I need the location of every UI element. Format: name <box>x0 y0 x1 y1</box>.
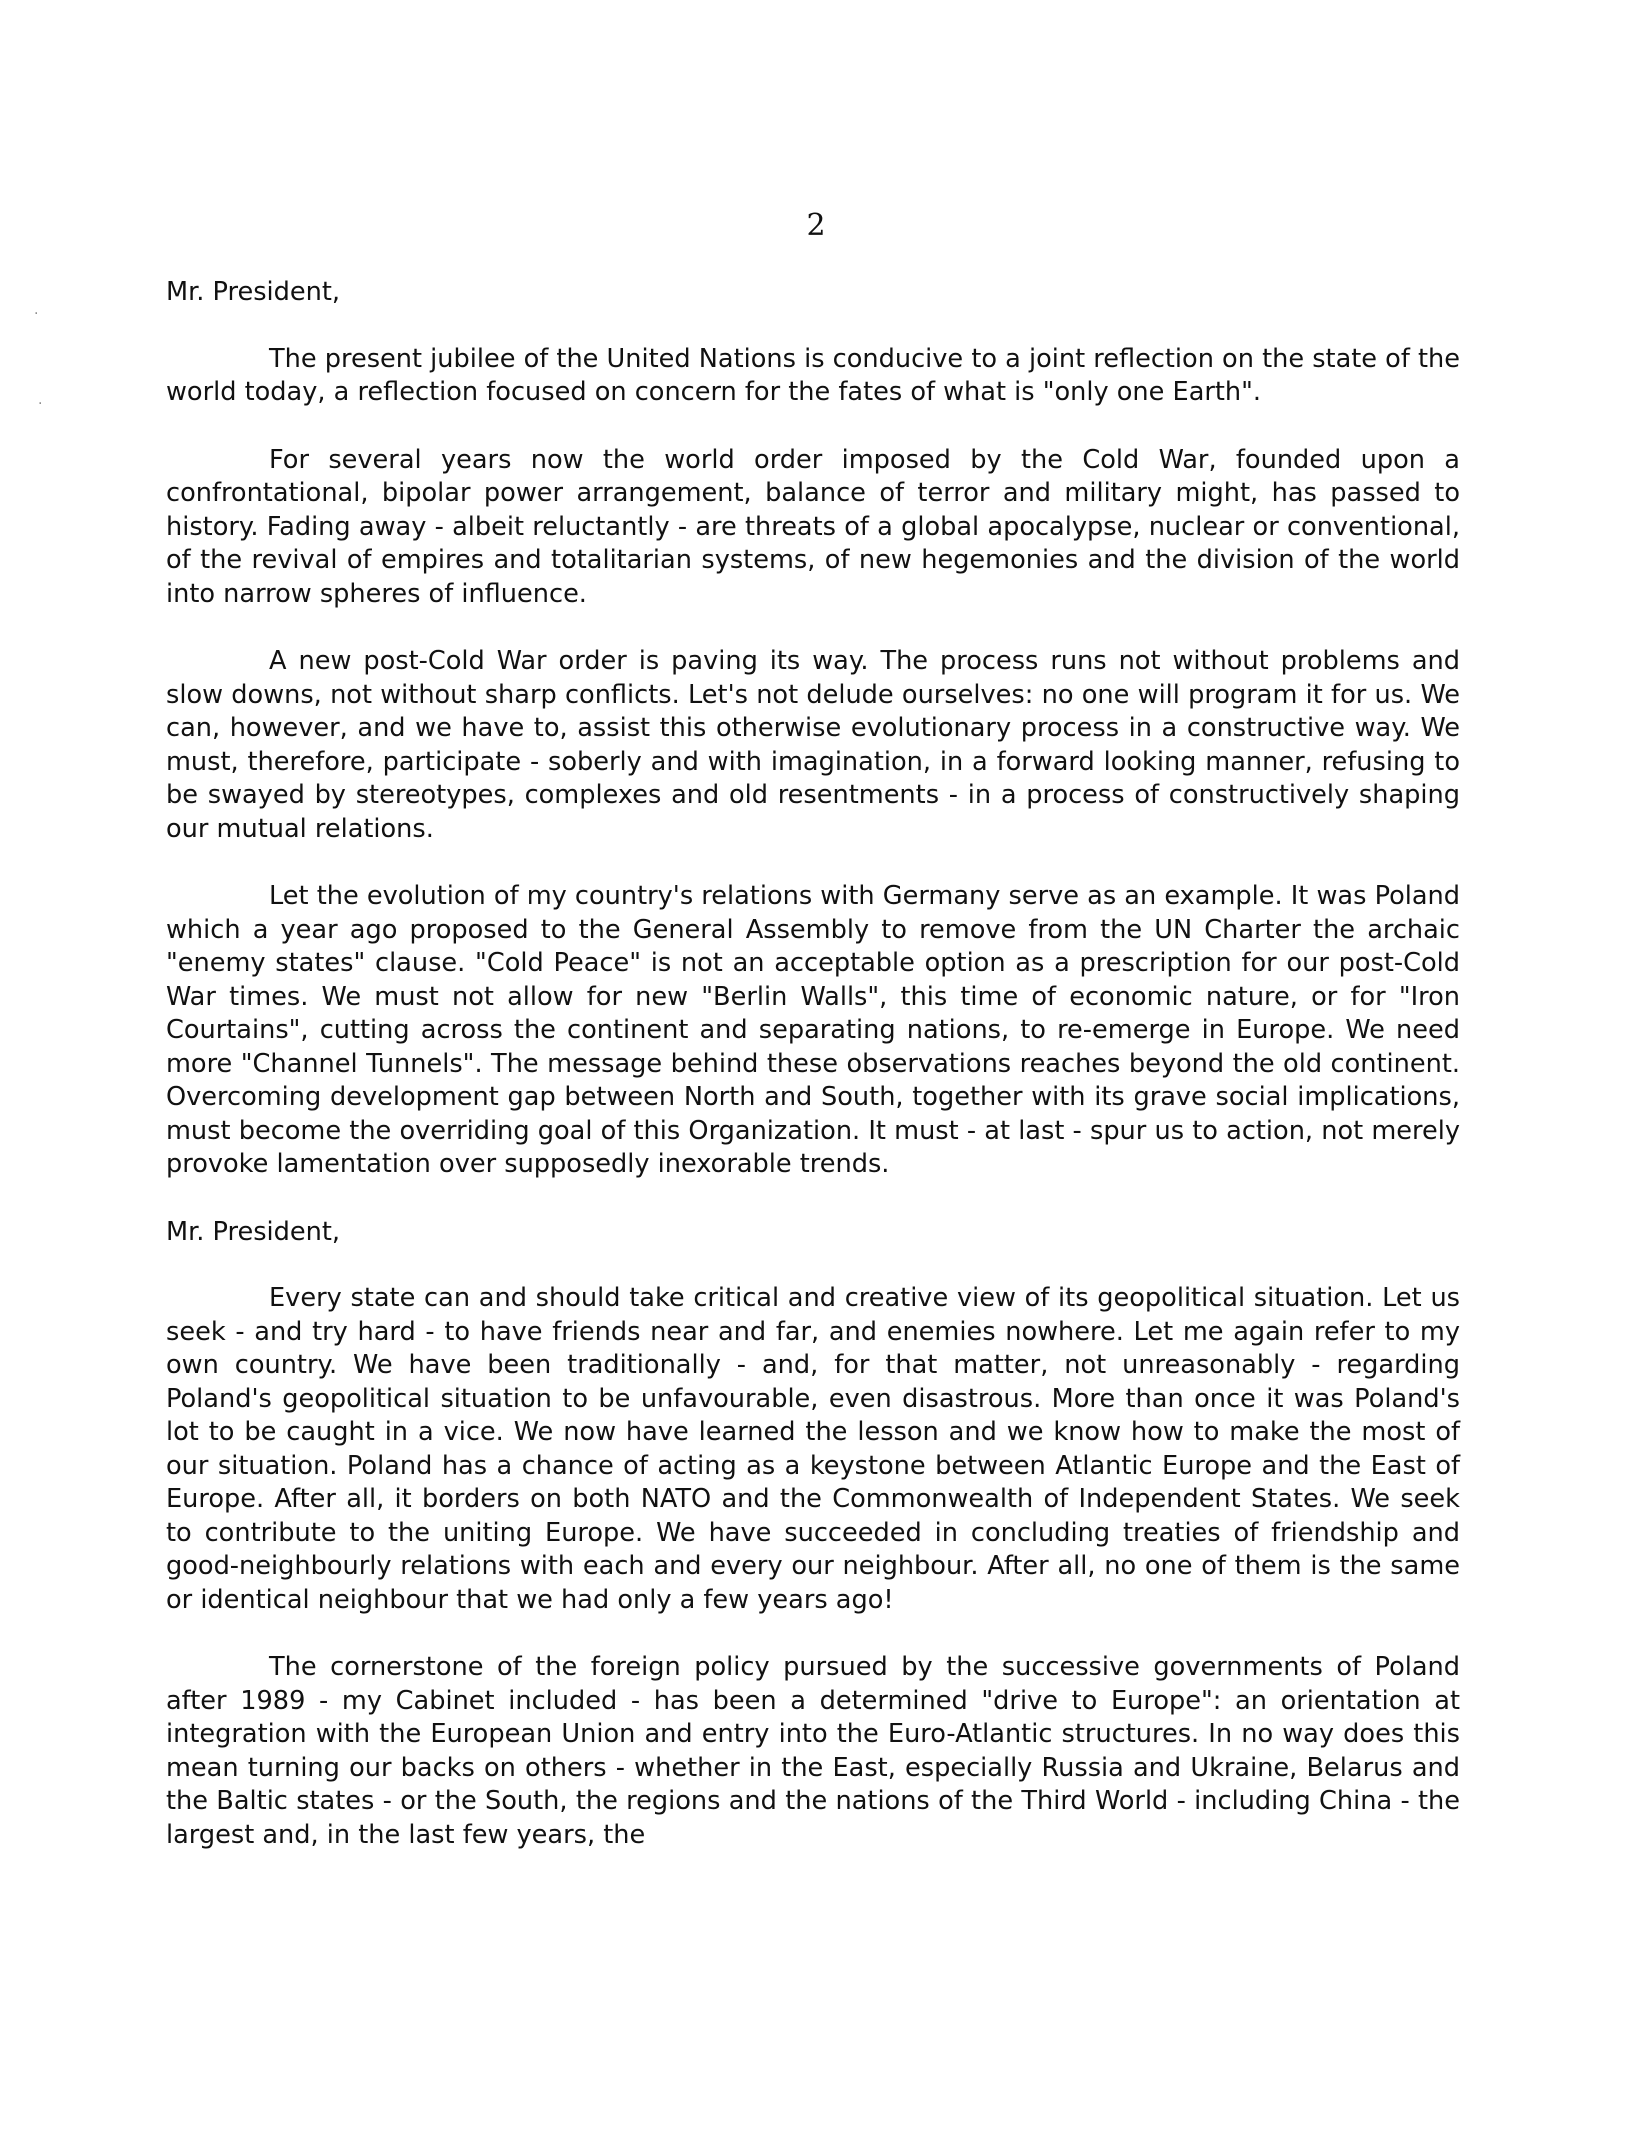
salutation: Mr. President, <box>166 1216 341 1247</box>
paragraph: The present jubilee of the United Nations is conducive to a joint reflection on the state of the world today, a reflection focused on concern for the fates of what is "only one Earth". <box>166 343 1460 407</box>
document-body <box>166 276 1460 1886</box>
paragraph: The cornerstone of the foreign policy pursued by the successive governments of Poland after 1989 - my Cabinet included - has been a determined "drive to Europe": an orientation at integration with the European Union and entry into the Euro-Atlantic structures. In no way does this mean turning our backs on others - whether in the East, especially Russia and Ukraine, Belarus and the Baltic states - or the South, the regions and the nations of the Third World - including China - the largest and, in the last few years, the <box>166 1652 1460 1850</box>
paragraph: For several years now the world order imposed by the Cold War, founded upon a confrontational, bipolar power arrangement, balance of terror and military might, has passed to history. Fading away - albeit reluctantly - are threats of a global apocalypse, nuclear or conventional, of the revival of empires and totalitarian systems, of new hegemonies and the division of the world into narrow spheres of influence. <box>166 444 1460 609</box>
paragraph: Every state can and should take critical and creative view of its geopolitical situation. Let us seek - and try hard - to have friends near and far, and enemies nowhere. Let me again refer to my own country. We have been traditionally - and, for that matter, not unreasonably - regarding Poland's geopolitical situation to be unfavourable, even disastrous. More than once it was Poland's lot to be caught in a vice. We now have learned the lesson and we know how to make the most of our situation. Poland has a chance of acting as a keystone between Atlantic Europe and the East of Europe. After all, it borders on both NATO and the Commonwealth of Independent States. We seek to contribute to the uniting Europe. We have succeeded in concluding treaties of friendship and good-neighbourly relations with each and every our neighbour. After all, no one of them is the same or identical neighbour that we had only a few years ago! <box>166 1283 1460 1615</box>
scan-speck: · <box>38 396 43 412</box>
paragraph: Let the evolution of my country's relations with Germany serve as an example. It was Poland which a year ago proposed to the General Assembly to remove from the UN Charter the archaic "enemy states" clause. "Cold Peace" is not an acceptable option as a prescription for our post-Cold War times. We must not allow for new "Berlin Walls", this time of economic nature, or for "Iron Courtains", cutting across the continent and separating nations, to re-emerge in Europe. We need more "Channel Tunnels". The message behind these observations reaches beyond the old continent. Overcoming development gap between North and South, together with its grave social implications, must become the overriding goal of this Organization. It must - at last - spur us to action, not merely provoke lamentation over supposedly inexorable trends. <box>166 881 1461 1179</box>
paragraph: A new post-Cold War order is paving its way. The process runs not without problems and slow downs, not without sharp conflicts. Let's not delude ourselves: no one will program it for us. We can, however, and we have to, assist this otherwise evolutionary process in a constructive way. We must, therefore, participate - soberly and with imagination, in a forward looking manner, refusing to be swayed by stereotypes, complexes and old resentments - in a process of constructively shaping our mutual relations. <box>166 646 1460 844</box>
page-number: 2 <box>806 208 826 243</box>
salutation: Mr. President, <box>166 277 341 307</box>
scan-speck: · <box>34 306 39 322</box>
